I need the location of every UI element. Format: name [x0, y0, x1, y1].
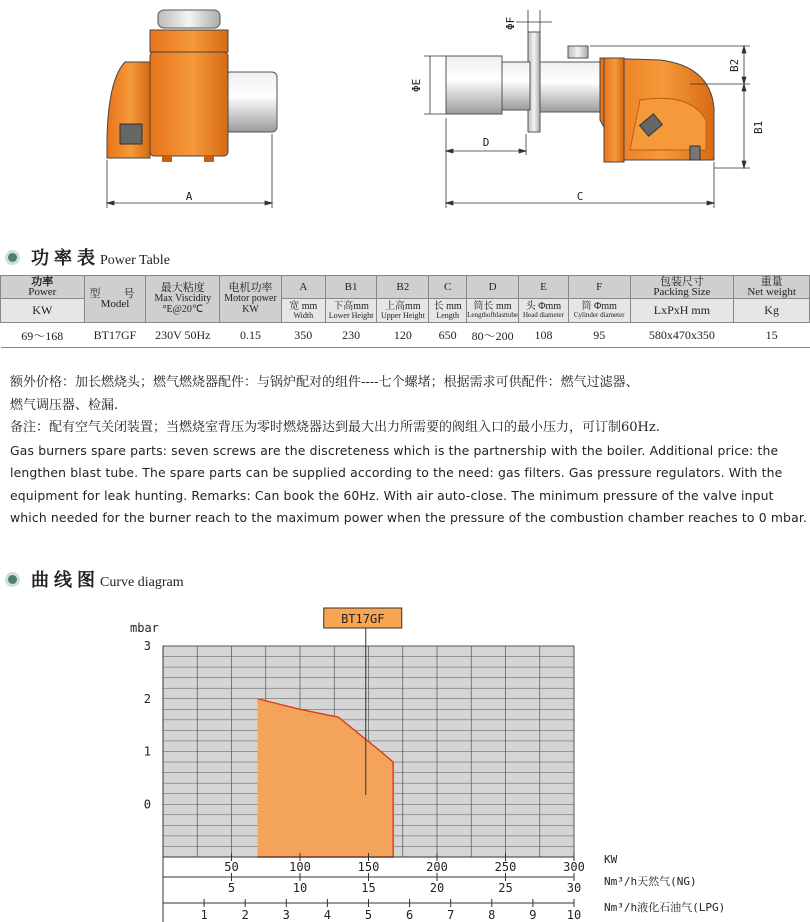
note-cn-line-2: 燃气调压器、检漏.	[10, 397, 119, 413]
cell-f: 95	[568, 323, 630, 348]
x-ng-axis-label: Nm³/h天然气(NG)	[604, 875, 697, 888]
x-lpg-tick-label: 6	[405, 908, 414, 922]
table-row	[1, 323, 810, 348]
note-en-line-4: which needed for the burner reach to the maximum power when the pressure of the combustion chamber reaches to 0 mbar.	[10, 510, 808, 525]
unit-pack: LxPxH mm	[630, 299, 734, 323]
cell-model: BT17GF	[84, 323, 146, 348]
section-bullet-icon	[8, 253, 17, 262]
curve-title-en: Curve diagram	[100, 575, 184, 590]
x-kw-tick-label: 300	[563, 860, 585, 874]
curve-diagram-heading	[8, 566, 184, 592]
unit-b2: 上高mm Upper Height	[377, 299, 429, 323]
x-lpg-tick-label: 1	[200, 908, 208, 922]
x-lpg-tick-label: 9	[529, 908, 537, 922]
header-weight: 重量 Net weight	[734, 276, 810, 299]
x-lpg-tick-label: 10	[566, 908, 582, 922]
x-ng-tick-label: 30	[566, 881, 582, 895]
header-b1: B1	[325, 276, 377, 299]
x-lpg-axis-label: Nm³/h液化石油气(LPG)	[604, 901, 726, 914]
header-visc: 最大粘度 Max Viscidity °E@20℃	[146, 276, 220, 323]
x-lpg-tick-label: 8	[488, 908, 496, 922]
y-tick-label: 1	[143, 744, 151, 759]
unit-weight: Kg	[734, 299, 810, 323]
unit-c: 长 mm Length	[429, 299, 467, 323]
notes-block	[10, 372, 810, 530]
x-ng-tick-label: 15	[361, 881, 376, 895]
x-ng-tick-label: 10	[292, 881, 308, 895]
power-table	[0, 275, 810, 348]
x-lpg-tick-label: 4	[323, 908, 332, 922]
unit-a: 宽 mm Width	[281, 299, 325, 323]
burner-front-view	[107, 10, 277, 162]
note-en-line-2: lengthen blast tube. The spare parts can be supplied according to the need: gas filters. Gas pressure regulators. With the	[10, 465, 783, 480]
cell-visc: 230V 50Hz	[146, 323, 220, 348]
y-tick-label: 3	[143, 639, 151, 653]
unit-e: 头 Φmm Head diameter	[519, 299, 569, 323]
front-dim-a-label: A	[185, 190, 193, 203]
x-lpg-tick-label: 3	[282, 908, 290, 922]
cell-a: 350	[281, 323, 325, 348]
x-ng-tick-label: 25	[498, 881, 513, 895]
x-ng-tick-label: 5	[227, 881, 236, 895]
note-cn-line-3: 备注：配有空气关闭装置；当燃烧室背压为零时燃烧器达到最大出力所需要的阀组入口的最小压力，可订制60Hz.	[10, 420, 660, 435]
header-d: D	[467, 276, 519, 299]
header-a: A	[281, 276, 325, 299]
unit-b1: 下高mm Lower Height	[325, 299, 377, 323]
power-table-title-en: Power Table	[100, 253, 170, 268]
power-table-heading	[8, 244, 170, 270]
dim-b2-label: B2	[728, 58, 741, 72]
header-c: C	[429, 276, 467, 299]
unit-d: 筒长 mm Lengthofblasttube	[467, 299, 519, 323]
header-e: E	[519, 276, 569, 299]
header-b2: B2	[377, 276, 429, 299]
x-ng-tick-label: 20	[429, 881, 445, 895]
dim-d-label: D	[482, 136, 490, 149]
x-kw-axis-label: KW	[604, 853, 618, 866]
dim-b1-label: B1	[752, 120, 765, 134]
cell-e: 108	[519, 323, 569, 348]
header-pack: 包装尺寸 Packing Size	[630, 276, 734, 299]
dim-e-label: ΦE	[410, 78, 423, 92]
header-motor: 电机功率 Motor power KW	[220, 276, 282, 323]
x-kw-tick-label: 150	[357, 860, 380, 874]
note-cn-line-1: 额外价格：加长燃烧头；燃气燃烧器配件：与锅炉配对的组件----七个螺堵；根据需求可供配件：燃气过滤器、	[10, 375, 639, 390]
section-bullet-icon	[8, 575, 17, 584]
cell-weight: 15	[734, 323, 810, 348]
y-tick-label: 2	[143, 691, 151, 706]
power-table-title-cn: 功率表	[31, 248, 100, 269]
cell-d: 80～200	[467, 323, 519, 348]
cell-pack: 580x470x350	[630, 323, 734, 348]
cell-power: 69～168	[1, 323, 85, 348]
x-kw-tick-label: 250	[494, 860, 517, 874]
x-lpg-tick-label: 7	[447, 908, 455, 922]
x-kw-tick-label: 200	[426, 860, 448, 874]
x-lpg-tick-label: 5	[364, 908, 373, 922]
curve-title-cn: 曲线图	[31, 570, 100, 591]
curve-chart	[0, 600, 810, 922]
header-power: 功率 Power	[1, 276, 85, 299]
x-kw-tick-label: 50	[224, 860, 239, 874]
header-f: F	[568, 276, 630, 299]
dim-c-label: C	[576, 190, 584, 203]
note-en-line-1: Gas burners spare parts: seven screws are the discreteness which is the partnership with the boiler. Additional price: the	[10, 442, 779, 458]
technical-drawings	[0, 0, 810, 240]
cell-motor: 0.15	[220, 323, 282, 348]
dim-f-label: ΦF	[504, 16, 517, 30]
y-axis-label: mbar	[130, 621, 159, 635]
series-label: BT17GF	[341, 612, 385, 626]
unit-power: KW	[1, 299, 85, 323]
x-kw-tick-label: 100	[289, 860, 311, 874]
x-lpg-tick-label: 2	[241, 908, 249, 922]
cell-c: 650	[429, 323, 467, 348]
table-header-row	[1, 276, 810, 299]
cell-b1: 230	[325, 323, 377, 348]
unit-f: 筒 Φmm Cylinder diameter	[568, 299, 630, 323]
cell-b2: 120	[377, 323, 429, 348]
note-en-line-3: equipment for leak hunting. Remarks: Can book the 60Hz. With air auto-close. The minimum pressure of the valve input	[10, 487, 774, 503]
y-tick-label: 0	[143, 797, 151, 812]
header-model: 型 号 Model	[84, 276, 146, 323]
